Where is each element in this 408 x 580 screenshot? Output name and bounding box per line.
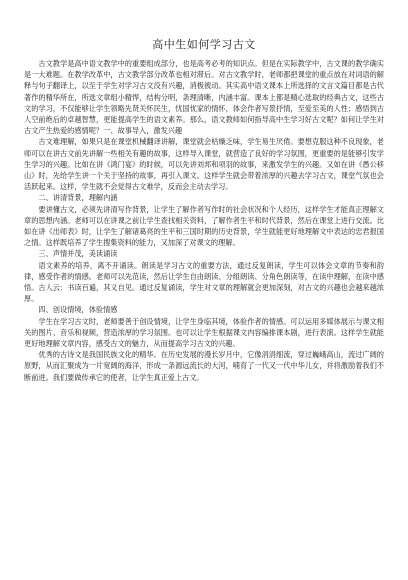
paragraph: 学生在学习古文时，老师要善于创设情境，让学生身临其境，体验作者的情感。可以运用多媒体展示与课文相关的图片、音乐和视频，营造浓厚的学习氛围。也可以让学生根据课文内容编排课本剧，进行表演。这样学生就能更好地理解文章内容，感受古文的魅力，从而提高学习古文的兴趣。 <box>24 316 384 349</box>
paragraph: 要讲懂古文，必须先讲清写作背景，让学生了解作者写作时的社会状况和个人经历，这样学生才能真正理解文章的思想内涵。老师可以在讲课之前让学生查找相关资料，了解作者生平和时代背景，然后在课堂上进行交流。比如在讲《出师表》时，让学生了解诸葛亮的生平和三国时期的历史背景，学生就能更好地理解文中表达的忠君报国之情。这样既培养了学生搜集资料的能力，又加深了对课文的理解。 <box>24 204 384 248</box>
paragraph: 优秀的古诗文是我国民族文化的精华。在历史发展的漫长岁月中，它像涓涓细流，穿过巍峨高山，流过广阔的原野，从而汇聚成为一片宽阔的海洋，形成一条源远流长的大河，哺育了一代又一代中华儿女，并将激励着我们不断前进。我们要做传承它的使者，让学生真正爱上古文。 <box>24 350 384 382</box>
paragraph: 二、讲清背景，理解内涵 <box>38 193 118 203</box>
paragraph: 语文素养的培养，离不开诵读。朗读是学习古文的重要方法，通过反复朗读，学生可以体会文章的节奏和韵律，感受作者的情感。老师可以先范读，然后让学生自由朗读、分组朗读、分角色朗读等，在读中理解，在读中感悟。古人云：书读百遍，其义自见。通过反复诵读，学生对文章的理解就会更加深刻，对古文的兴趣也会越来越浓厚。 <box>24 260 384 304</box>
document-title: 高中生如何学习古文 <box>152 38 256 51</box>
paragraph: 古文难理解，如果只是在课堂机械翻译讲解，课堂就会枯燥乏味，学生易生厌倦。要想克服这种不良现象，老师可以在讲古文前先讲解一些相关有趣的故事，这样导入课堂，就营造了良好的学习氛围，更重要的是能够引发学生学习的兴趣。比如在讲《鸿门宴》的时候，可以先讲刘邦和项羽的故事，来激发学生的兴趣。又如在讲《愚公移山》时，先给学生讲一个关于坚持的故事，再引入课文。这样学生就会带着浓厚的兴趣去学习古文，课堂气氛也会活跃起来。这样，学生就不会觉得古文难学，反而会主动去学习。 <box>24 137 384 192</box>
paragraph: 四、创设情境，体验情感 <box>38 305 118 315</box>
paragraph: 三、声情并茂，美读诵读 <box>38 249 118 259</box>
paragraph: 古文教学是高中语文教学中的重要组成部分，也是高考必考的知识点。但是在实际教学中，古文课的教学确实是一大难题。在教学改革中，古文教学部分改革也相对滞后。对古文教学时，老师都把课堂的重点放在对词语的解释与句子翻译上，以至于学生对学习古文没有兴趣，消极被动。其实高中语文课本上所选择的文言文篇目都是古代著作的精华所在，所选文章组小精悍，结构分明，条理清晰，内涵丰富。课本上都是精心选取的经典古文，这些古文的学习，不仅能够让学生领略先贤关怀民生，忧国忧家的情怀，体会作者写景抒情，至爱至美的人性；感悟到古人空前绝后的卓越智慧，更能提高学生的语文素养。那么，语文教师如何指导高中生学习好古文呢？如何让学生对古文产生热爱的感情呢？一、故事导入，激发兴趣 <box>24 59 384 136</box>
document-body <box>24 58 384 383</box>
